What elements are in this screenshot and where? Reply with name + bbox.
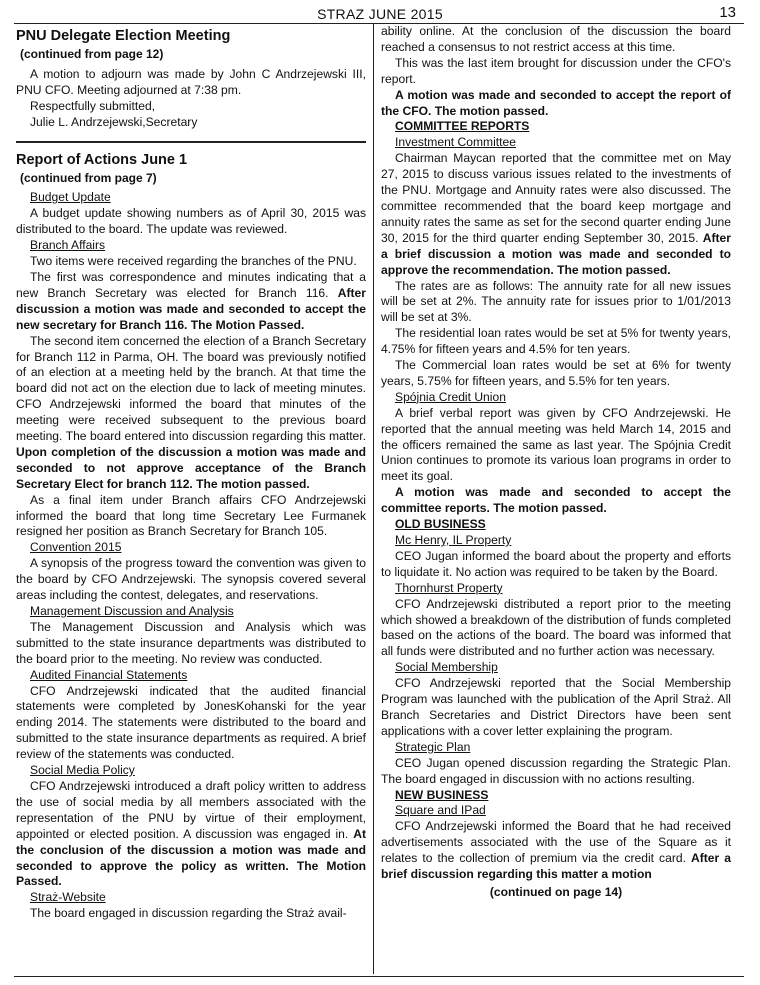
paragraph: CFO Andrzejewski reported that the Social Membership Program was launched with the publication of the April Straż. All Branch Secretaries and District Directors have been sent applications with a cover letter explaining the program. [381, 676, 731, 738]
paragraph: CFO Andrzejewski indicated that the audited financial statements were completed by JonesKohanski for the year ending 2014. The statements were distributed to the board and submitted to the state insurance departments as required. A brief review of the statements was conducted. [16, 683, 366, 762]
text: Chairman Maycan reported that the committee met on May 27, 2015 to discuss various issues related to the investments of the PNU. Mortgage and Annuity rates were also discussed. The committee recommended that the board keep mortgage and annuity rates the same as set for the second quarter ending June 30, 2015 for the third quarter ending September 30, 2015. [381, 151, 731, 245]
paragraph [16, 334, 366, 493]
subsection-heading: Investment Committee [395, 135, 516, 150]
motion-text: After a brief discussion regarding this matter a motion [381, 851, 731, 882]
paragraph: The rates are as follows: The annuity rate for all new issues will be set at 2%. The annuity rate for issues prior to 1/01/2013 will be set at 3%. [381, 278, 731, 325]
motion-bold: A motion was made and seconded to accept the report of the CFO. The motion passed. [381, 87, 731, 118]
section-heading: Convention 2015 [30, 540, 122, 555]
motion-text [381, 88, 731, 120]
subsection-heading: Strategic Plan [395, 739, 471, 754]
paragraph: This was the last item brought for discussion under the CFO's report. [381, 55, 731, 86]
paragraph [381, 819, 731, 883]
continued-note: (continued from page 7) [20, 170, 157, 185]
page-header [0, 0, 760, 24]
subsection-heading: Social Membership [395, 660, 498, 675]
page-number: 13 [719, 4, 736, 21]
paragraph: As a final item under Branch affairs CFO Andrzejewski informed the board that long time Secretary Lee Furmanek resigned her position as Branch Secretary for Branch 105. [16, 492, 366, 539]
subsection-heading: Square and IPad [395, 803, 486, 818]
motion-text: After discussion a motion was made and seconded to accept the new secretary for Branch 116. The Motion Passed. [16, 285, 366, 332]
motion-text: Upon completion of the discussion a motion was made and seconded to not approve acceptance of the Branch Secretary Elect for branch 112. The motion passed. [16, 444, 366, 491]
paragraph [16, 270, 366, 334]
section-heading: Management Discussion and Analysis [30, 604, 234, 618]
motion-text: After a brief discussion a motion was made and seconded to approve the recommendation. The motion passed. [381, 230, 731, 277]
paragraph: CEO Jugan opened discussion regarding the Strategic Plan. The board engaged in discussion with no actions resulting. [381, 755, 731, 786]
footer-rule [14, 976, 744, 977]
right-column [381, 24, 731, 901]
text: The second item concerned the election of a Branch Secretary for Branch 112 in Parma, OH. The board was previously notified of an election at a meeting held by the branch. At that time the board did not act on the election due to lack of meeting minutes. CFO Andrzejewski informed the board that minutes of the meeting were received subsequent to the previous board meeting. The board entered into discussion regarding this matter. [16, 333, 366, 444]
paragraph: A brief verbal report was given by CFO Andrzejewski. He reported that the annual meeting was held March 14, 2015 and the officers remained the same as last year. The Spójnia Credit Union continues to promote its various loan programs in order to meet its goal. [381, 405, 731, 484]
signature-name: Julie L. Andrzejewski,Secretary [30, 114, 198, 129]
section-heading: NEW BUSINESS [395, 787, 489, 802]
section-heading: Straż-Website [30, 890, 106, 905]
section-heading: Branch Affairs [30, 238, 106, 253]
continued-note: (continued from page 12) [20, 47, 164, 61]
section-heading: COMMITTEE REPORTS [395, 119, 530, 134]
paragraph: ability online. At the conclusion of the discussion the board reached a consensus to not restrict access at this time. [381, 24, 731, 54]
section-rule [16, 141, 366, 143]
paragraph: Two items were received regarding the branches of the PNU. [30, 254, 357, 269]
newsletter-title: STRAZ JUNE 2015 [317, 6, 443, 22]
paragraph: The Commercial loan rates would be set at 6% for twenty years, 5.75% for fifteen years, and 5.5% for ten years. [381, 358, 731, 388]
text: CFO Andrzejewski introduced a draft policy written to address the use of social media by all members associated with the representation of the PNU by virtue of their employment, appointed or elected position. A discussion was engaged in. [16, 778, 366, 841]
paragraph: The board engaged in discussion regarding the Straż avail- [30, 906, 347, 921]
article-title: Report of Actions June 1 [16, 151, 188, 168]
paragraph: The Management Discussion and Analysis which was submitted to the state insurance departments was distributed to the board prior to the meeting. No review was conducted. [16, 619, 366, 666]
continued-note: (continued on page 14) [489, 884, 623, 899]
paragraph: CEO Jugan informed the board about the property and efforts to liquidate it. No action was required to be taken by the Board. [381, 548, 731, 579]
paragraph [16, 779, 366, 890]
column-divider [373, 24, 374, 974]
paragraph [381, 151, 731, 278]
left-column [16, 24, 366, 922]
motion-text [381, 485, 731, 517]
text: The first was correspondence and minutes indicating that a new Branch Secretary was elected for Branch 116. [16, 269, 366, 300]
signature-line: Respectfully submitted, [30, 98, 156, 113]
motion-text: At the conclusion of the discussion a motion was made and seconded to approve the policy as written. The Motion Passed. [16, 826, 366, 889]
section-heading: Audited Financial Statements [30, 667, 188, 682]
subsection-heading: Spójnia Credit Union [395, 389, 506, 404]
section-heading: Budget Update [30, 190, 111, 205]
article-title: PNU Delegate Election Meeting [16, 28, 231, 44]
paragraph: The residential loan rates would be set at 5% for twenty years, 4.75% for fifteen years and 4.5% for ten years. [381, 326, 731, 357]
motion-bold: A motion was made and seconded to accept the committee reports. The motion passed. [381, 485, 731, 516]
paragraph: A synopsis of the progress toward the convention was given to the board by CFO Andrzejewski. The synopsis covered several areas including the contest, delegates, and reservations. [16, 556, 366, 603]
subsection-heading: Mc Henry, IL Property [395, 533, 512, 547]
text: CFO Andrzejewski informed the Board that he had received advertisements associated with the use of the Square as it relates to the collection of premium via the credit card. [381, 819, 731, 866]
section-heading: OLD BUSINESS [395, 517, 486, 532]
paragraph: CFO Andrzejewski distributed a report prior to the meeting which showed a breakdown of the distribution of funds completed based on the actions of the board. The board was informed that all funds were distributed and no further action was necessary. [381, 596, 731, 659]
paragraph: A budget update showing numbers as of April 30, 2015 was distributed to the board. The update was reviewed. [16, 206, 366, 237]
section-heading: Social Media Policy [30, 763, 135, 778]
paragraph: A motion to adjourn was made by John C Andrzejewski III, PNU CFO. Meeting adjourned at 7:38 pm. [16, 66, 366, 97]
subsection-heading: Thornhurst Property [395, 580, 503, 595]
